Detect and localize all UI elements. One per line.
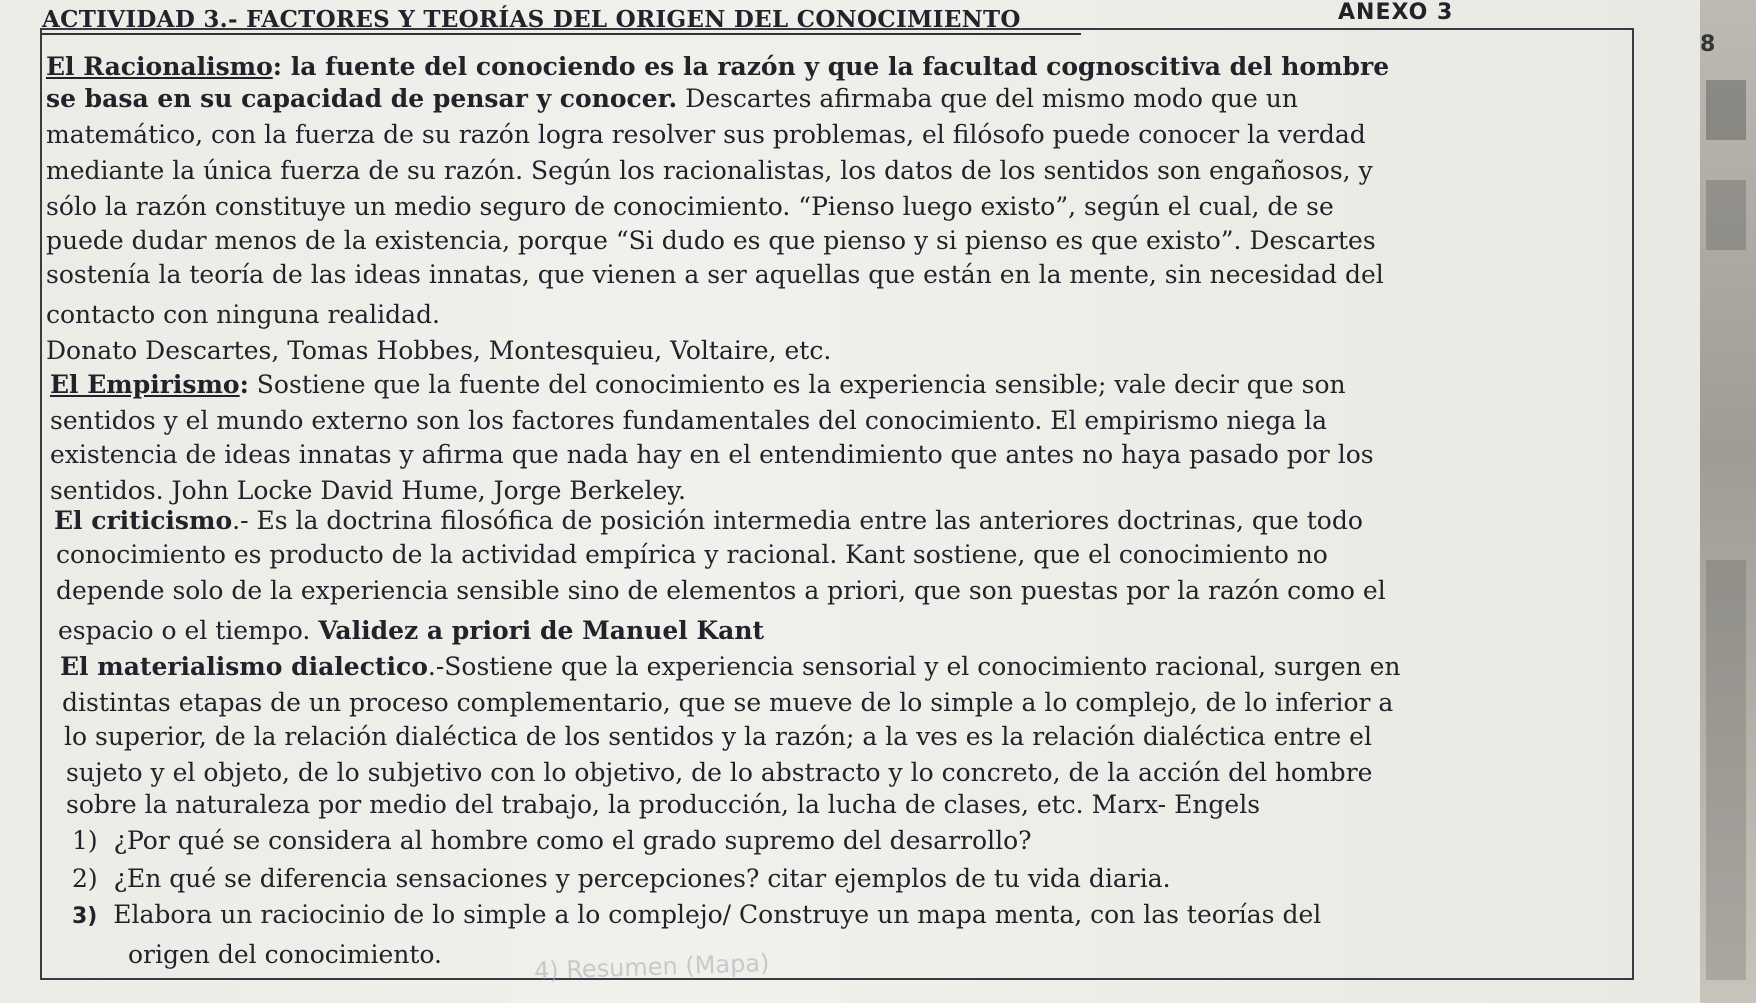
racionalismo-term: El Racionalismo [46,52,273,81]
racionalismo-definition: : la fuente del conociendo es la razón y que la facultad cognoscitiva del hombre [272,52,1390,81]
racionalismo-authors: Donato Descartes, Tomas Hobbes, Montesquieu, Voltaire, etc. [46,336,832,365]
materialismo-line: sujeto y el objeto, de lo subjetivo con lo objetivo, de lo abstracto y lo concreto, de la acción del hombre [66,758,1373,787]
page-edge [1700,0,1756,1003]
question-1 [72,826,1032,856]
criticismo-line: conocimiento es producto de la actividad empírica y racional. Kant sostiene, que el conocimiento no [56,540,1328,569]
racionalismo-line: sostenía la teoría de las ideas innatas, que vienen a ser aquellas que están en la mente, sin necesidad del [46,260,1384,289]
question-number: 1) [72,826,98,855]
racionalismo-line: mediante la única fuerza de su razón. Según los racionalistas, los datos de los sentidos son engañosos, y [46,156,1373,185]
materialismo-authors: sobre la naturaleza por medio del trabajo, la producción, la lucha de clases, etc. Marx- Engels [66,790,1261,819]
empirismo-authors: sentidos. John Locke David Hume, Jorge Berkeley. [50,476,686,505]
criticismo-author: Validez a priori de Manuel Kant [318,616,765,645]
racionalismo-line: matemático, con la fuerza de su razón logra resolver sus problemas, el filósofo puede conocer la verdad [46,120,1366,149]
question-number: 3) [72,904,98,929]
question-2 [72,864,1171,894]
question-text: Elabora un raciocinio de lo simple a lo complejo/ Construye un mapa menta, con las teorías del [113,900,1322,929]
criticismo-definition: .- Es la doctrina filosófica de posición intermedia entre las anteriores doctrinas, que todo [232,506,1363,535]
question-3 [72,900,1321,932]
materialismo-term: El materialismo dialectico [60,652,428,681]
racionalismo-line-2 [46,84,1298,114]
empirismo-colon: : [239,370,249,399]
criticismo-text: espacio o el tiempo. [58,616,319,645]
criticismo-line-1 [54,506,1363,536]
materialismo-line: distintas etapas de un proceso complementario, que se mueve de lo simple a lo complejo, de lo inferior a [62,688,1394,717]
racionalismo-line: contacto con ninguna realidad. [46,300,441,329]
materialismo-definition: .-Sostiene que la experiencia sensorial y el conocimiento racional, surgen en [427,652,1401,681]
materialismo-line: lo superior, de la relación dialéctica de los sentidos y la razón; a la ves es la relación dialéctica entre el [64,722,1372,751]
criticismo-last-line [58,616,764,646]
materialismo-line-1 [60,652,1401,682]
racionalismo-line-1 [46,52,1389,82]
question-3-continuation: origen del conocimiento. [128,940,442,969]
question-number: 2) [72,864,98,893]
racionalismo-text-2: Descartes afirmaba que del mismo modo que un [677,84,1298,113]
annex-label: ANEXO 3 [1338,0,1454,25]
margin-mark: 8 [1700,32,1716,57]
racionalismo-line: puede dudar menos de la existencia, porque “Si dudo es que pienso y si pienso es que existo”. Descartes [46,226,1376,255]
empirismo-line: sentidos y el mundo externo son los factores fundamentales del conocimiento. El empirismo niega la [50,406,1328,435]
racionalismo-line: sólo la razón constituye un medio seguro de conocimiento. “Pienso luego existo”, según el cual, de se [46,192,1334,221]
criticismo-line: depende solo de la experiencia sensible sino de elementos a priori, que son puestas por la razón como el [56,576,1386,605]
faint-handwriting: 4) Resumen (Mapa) [533,948,770,986]
empirismo-line-1 [50,370,1346,400]
question-text: ¿Por qué se considera al hombre como el grado supremo del desarrollo? [113,826,1032,855]
racionalismo-bold-2: se basa en su capacidad de pensar y conocer. [46,84,678,113]
criticismo-term: El criticismo [54,506,233,535]
empirismo-definition: Sostiene que la fuente del conocimiento es la experiencia sensible; vale decir que son [248,370,1346,399]
question-text: ¿En qué se diferencia sensaciones y percepciones? citar ejemplos de tu vida diaria. [113,864,1171,893]
page-title: ACTIVIDAD 3.- FACTORES Y TEORÍAS DEL ORIGEN DEL CONOCIMIENTO [42,6,1081,35]
empirismo-line: existencia de ideas innatas y afirma que nada hay en el entendimiento que antes no haya pasado por los [50,440,1374,469]
empirismo-term: El Empirismo [50,370,240,399]
